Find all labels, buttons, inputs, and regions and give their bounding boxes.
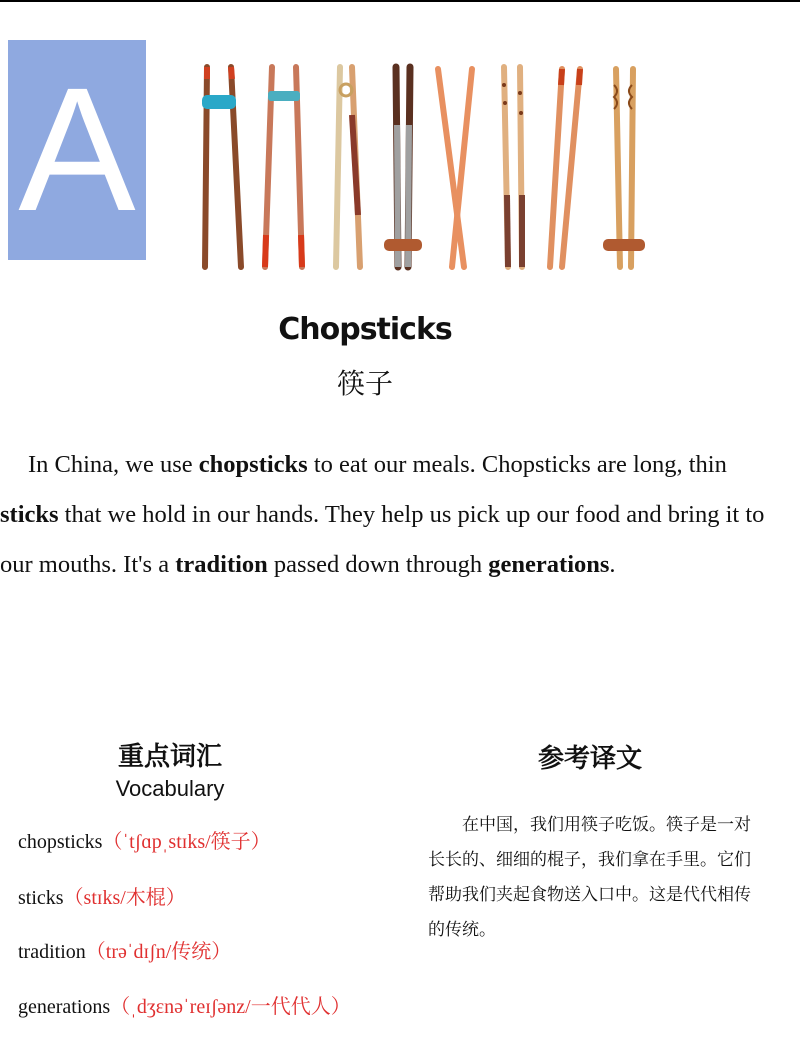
keyword-sticks: sticks <box>0 501 59 528</box>
chopstick-pair-5 <box>438 69 472 267</box>
letter-badge: A <box>8 40 146 260</box>
translation-text-block <box>428 808 760 948</box>
chopstick-pair-1 <box>202 67 241 267</box>
vocab-word: chopsticks <box>18 831 103 853</box>
passage-paragraph: In China, we use chopsticks to eat our meals. Chopsticks are long, thin sticks that we hold in our hands. They help us pick up our food and bring it to our mouths. It's a tradition passed down through generations. <box>0 451 765 578</box>
translation-title: 参考译文 <box>537 744 642 774</box>
reading-passage <box>0 440 790 590</box>
top-rule <box>0 0 800 2</box>
vocabulary-title: 重点词汇 <box>117 742 222 772</box>
page-title: Chopsticks <box>278 312 452 347</box>
keyword-tradition: tradition <box>175 551 268 578</box>
keyword-chopsticks: chopsticks <box>198 451 308 478</box>
chopstick-pair-7 <box>550 69 580 267</box>
chopstick-pair-8 <box>603 69 645 267</box>
page-title-zh: 筷子 <box>336 367 393 400</box>
vocab-ipa: （ˌdʒɛnəˈreɪʃənz/一代代人） <box>110 996 351 1018</box>
chopstick-pair-3 <box>336 67 360 267</box>
chopstick-pair-6 <box>502 67 523 267</box>
vocab-word: sticks <box>18 887 64 909</box>
chopstick-pair-2 <box>265 67 302 267</box>
vocab-ipa: （ˈtʃɑpˌstɪks/筷子） <box>102 831 271 853</box>
vocab-item-chopsticks <box>18 828 363 856</box>
vocab-ipa: （stɪks/木棍） <box>63 887 186 909</box>
vocab-item-generations <box>18 993 363 1021</box>
chopstick-pair-4 <box>384 67 422 267</box>
vocab-item-tradition <box>18 938 363 966</box>
vocab-item-sticks <box>18 884 363 912</box>
translation-text: 在中国，我们用筷子吃饭。筷子是一对长长的、细细的棍子，我们拿在手里。它们帮助我们夹起食物送入口中。这是代代相传的传统。 <box>428 815 751 940</box>
vocab-word: tradition <box>18 941 86 963</box>
vocabulary-subtitle: Vocabulary <box>115 776 225 801</box>
chopsticks-illustration <box>190 55 660 280</box>
vocab-ipa: （trəˈdɪʃn/传统） <box>85 941 232 963</box>
vocab-word: generations <box>18 996 111 1018</box>
keyword-generations: generations <box>488 551 610 578</box>
